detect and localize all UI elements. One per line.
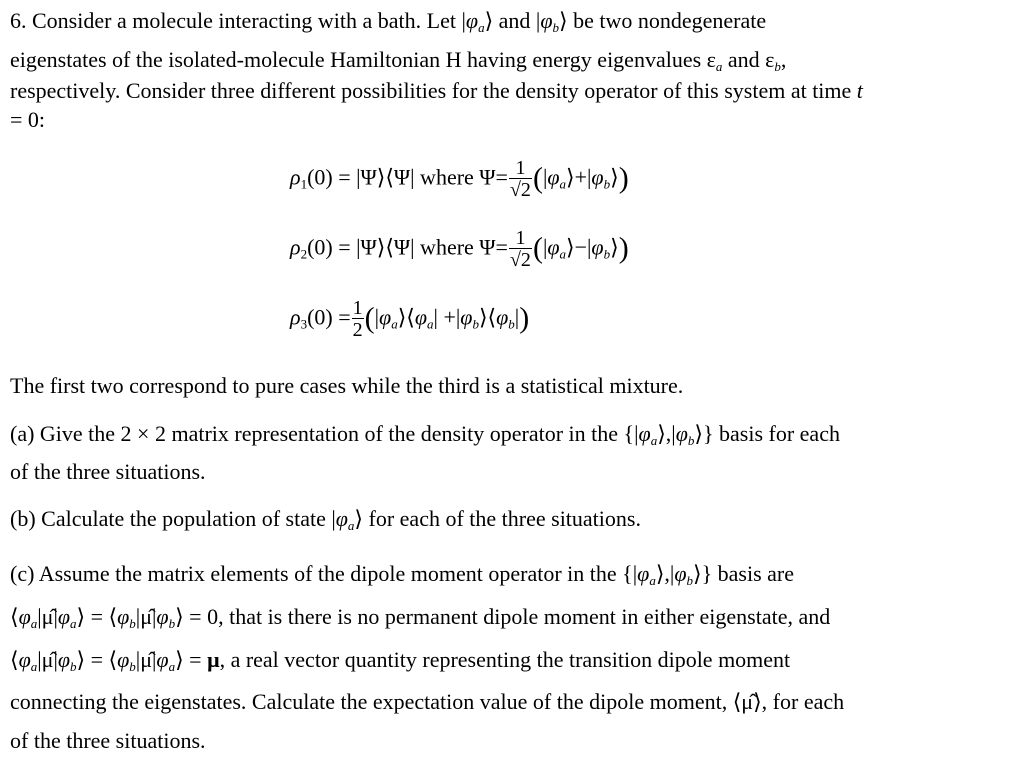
problem-line-1: 6. Consider a molecule interacting with a bath. Let $|\varphi_a⟩$ and $|\varphi_b⟩$ be two nondegenerate [10,8,767,35]
part-a-line-1: (a) Give the 2 × 2 matrix representation of the density operator in the $\{|\varphi_a⟩,|\varphi_b⟩\}$ basis for each [10,421,840,448]
part-c-line-1: (c) Assume the matrix elements of the dipole moment operator in the $\{|\varphi_a⟩,|\varphi_b⟩\}$ basis are [10,561,794,588]
equation-rho2: ρ2(0) = |Ψ⟩⟨Ψ| where Ψ= $\frac{1}{√2}$ $(|\varphi_a⟩-|\varphi_b⟩)$ [290,227,629,271]
problem-line-4: = 0: [10,107,46,132]
part-c-line-2: $⟨\varphi_a|\mû|\varphi_a⟩$ = $⟨\varphi_b|\mû|\varphi_b⟩ = 0$, that is there is no permanent dipole moment in either eigenstate, and [10,604,831,631]
part-b-line: (b) Calculate the population of state $|\varphi_a⟩$ for each of the three situations. [10,506,641,533]
basis-set: $\{|\varphi_a⟩,|\varphi_b⟩\}$ [622,561,713,588]
ket-phi-a: $|\varphi_a⟩$ [331,506,364,533]
part-c-line-5: of the three situations. [10,728,206,753]
fraction-1-over-sqrt2: $\frac{1}{√2}$ [509,157,531,201]
equation-rho1: ρ1(0) = |Ψ⟩⟨Ψ| where Ψ= $\frac{1}{√2}$ $(|\varphi_a⟩+|\varphi_b⟩)$ [290,157,629,201]
pure-mixture-text: The first two correspond to pure cases while the third is a statistical mixture. [10,373,684,398]
energy-eps-b: $\varepsilon_b$ [765,47,781,74]
ket-phi-a: $|\varphi_a⟩$ [461,8,494,35]
ket-phi-b: $|\varphi_b⟩$ [535,8,568,35]
part-c-line-4: connecting the eigenstates. Calculate the expectation value of the dipole moment, ⟨μ̂⟩, for each [10,689,845,714]
problem-line-3: respectively. Consider three different possibilities for the density operator of this system at time t [10,78,863,103]
dipole-offdiagonal-elements: $⟨\varphi_a|\mû|\varphi_b⟩$ = $⟨\varphi_b|\mû|\varphi_a⟩ = \mu$ [10,647,220,674]
fraction-1-over-2: $\frac{1}{2}$ [352,297,363,341]
fraction-1-over-sqrt2: $\frac{1}{√2}$ [509,227,531,271]
equation-rho3: ρ3(0) = $\frac{1}{2}$ ($|\varphi_a⟩⟨\varphi_a|$ $+|\varphi_b⟩⟨\varphi_b|$) [290,297,530,341]
dipole-diagonal-elements: $⟨\varphi_a|\mû|\varphi_a⟩$ = $⟨\varphi_b|\mû|\varphi_b⟩ = 0$ [10,604,219,631]
part-c-line-3: $⟨\varphi_a|\mû|\varphi_b⟩$ = $⟨\varphi_b|\mû|\varphi_a⟩ = \mu$, a real vector quantity representing the transition dipole moment [10,647,791,674]
basis-set: $\{|\varphi_a⟩,|\varphi_b⟩\}$ [623,421,714,448]
dipole-expectation: ⟨μ̂⟩ [732,689,762,714]
part-a-line-2: of the three situations. [10,459,206,484]
energy-eps-a: $\varepsilon_a$ [706,47,723,74]
problem-line-2: eigenstates of the isolated-molecule Hamiltonian H having energy eigenvalues $\varepsilon_a$ and $\varepsilon_b$, [10,47,787,74]
